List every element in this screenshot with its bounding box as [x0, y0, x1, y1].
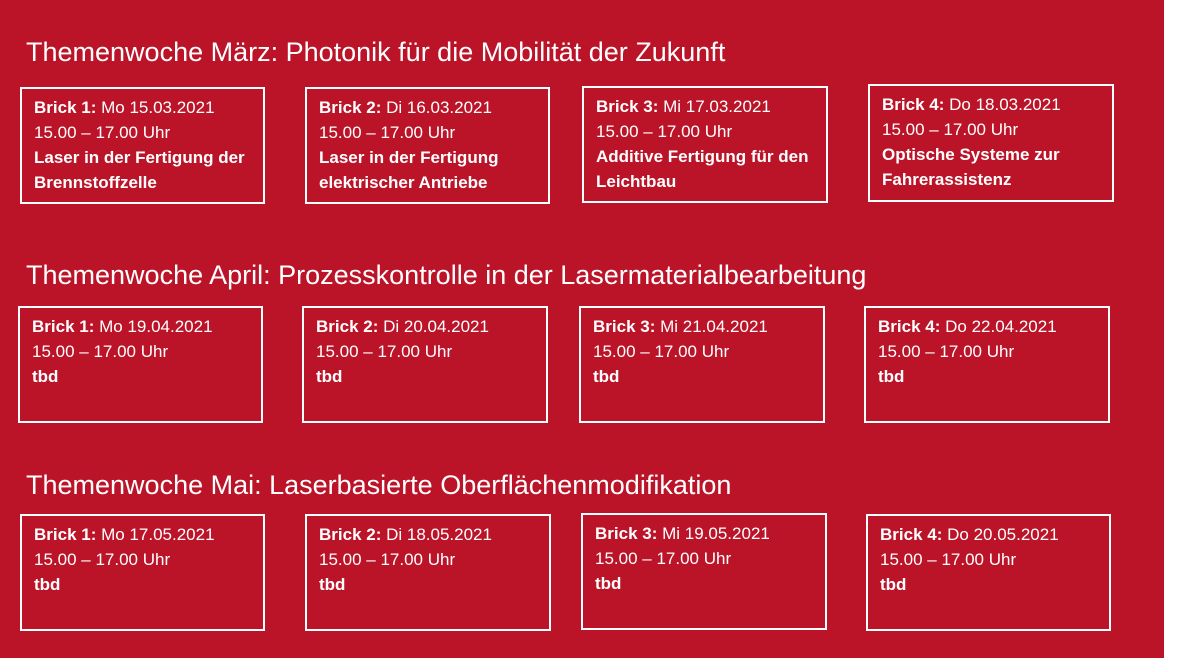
brick-label: Brick 3:: [593, 317, 656, 336]
brick-date: Do 18.03.2021: [949, 95, 1061, 114]
brick-label: Brick 1:: [34, 98, 97, 117]
brick-topic: tbd: [316, 367, 343, 386]
brick-date: Mo 19.04.2021: [99, 317, 213, 336]
brick-topic: Laser in der Fertigung elektrischer Antriebe: [319, 148, 499, 192]
brick-label: Brick 3:: [596, 97, 659, 116]
brick-card-april-4: [864, 306, 1110, 423]
brick-date: Di 18.05.2021: [386, 525, 492, 544]
brick-topic: Laser in der Fertigung der Brennstoffzelle: [34, 148, 245, 192]
brick-card-may-4: [866, 514, 1111, 631]
brick-label: Brick 3:: [595, 524, 658, 543]
week-title-april: Themenwoche April: Prozesskontrolle in der Lasermaterialbearbeitung: [26, 260, 867, 290]
brick-topic: Optische Systeme zur Fahrerassistenz: [882, 145, 1060, 189]
brick-date: Mi 19.05.2021: [662, 524, 770, 543]
brick-topic: tbd: [595, 574, 622, 593]
brick-time: 15.00 – 17.00 Uhr: [319, 550, 456, 569]
brick-time: 15.00 – 17.00 Uhr: [878, 342, 1015, 361]
brick-card-may-2: [305, 514, 551, 631]
brick-label: Brick 2:: [319, 98, 382, 117]
brick-time: 15.00 – 17.00 Uhr: [316, 342, 453, 361]
week-title-may: Themenwoche Mai: Laserbasierte Oberflächenmodifikation: [26, 470, 732, 500]
brick-topic: tbd: [32, 367, 59, 386]
brick-time: 15.00 – 17.00 Uhr: [34, 550, 171, 569]
brick-label: Brick 4:: [880, 525, 943, 544]
brick-date: Do 22.04.2021: [945, 317, 1057, 336]
brick-topic: Additive Fertigung für den Leichtbau: [596, 147, 809, 191]
brick-card-april-2: [302, 306, 548, 423]
brick-label: Brick 2:: [316, 317, 379, 336]
week-title-march: Themenwoche März: Photonik für die Mobilität der Zukunft: [26, 37, 726, 67]
brick-time: 15.00 – 17.00 Uhr: [880, 550, 1017, 569]
brick-date: Do 20.05.2021: [947, 525, 1059, 544]
brick-label: Brick 1:: [32, 317, 95, 336]
brick-label: Brick 4:: [878, 317, 941, 336]
brick-topic: tbd: [34, 575, 61, 594]
brick-time: 15.00 – 17.00 Uhr: [882, 120, 1019, 139]
brick-topic: tbd: [319, 575, 346, 594]
brick-label: Brick 2:: [319, 525, 382, 544]
brick-card-march-3: [582, 86, 828, 203]
brick-label: Brick 4:: [882, 95, 945, 114]
brick-time: 15.00 – 17.00 Uhr: [32, 342, 169, 361]
brick-label: Brick 1:: [34, 525, 97, 544]
brick-time: 15.00 – 17.00 Uhr: [34, 123, 171, 142]
brick-card-march-2: [305, 87, 550, 204]
brick-time: 15.00 – 17.00 Uhr: [595, 549, 732, 568]
brick-date: Di 16.03.2021: [386, 98, 492, 117]
brick-topic: tbd: [593, 367, 620, 386]
brick-card-april-3: [579, 306, 825, 423]
brick-date: Mo 17.05.2021: [101, 525, 215, 544]
brick-time: 15.00 – 17.00 Uhr: [596, 122, 733, 141]
brick-card-may-1: [20, 514, 265, 631]
brick-topic: tbd: [880, 575, 907, 594]
brick-date: Di 20.04.2021: [383, 317, 489, 336]
brick-time: 15.00 – 17.00 Uhr: [593, 342, 730, 361]
brick-date: Mi 17.03.2021: [663, 97, 771, 116]
brick-topic: tbd: [878, 367, 905, 386]
brick-card-march-4: [868, 84, 1114, 202]
brick-date: Mo 15.03.2021: [101, 98, 215, 117]
brick-card-may-3: [581, 513, 827, 630]
brick-date: Mi 21.04.2021: [660, 317, 768, 336]
brick-time: 15.00 – 17.00 Uhr: [319, 123, 456, 142]
brick-card-april-1: [18, 306, 263, 423]
brick-card-march-1: [20, 87, 265, 204]
